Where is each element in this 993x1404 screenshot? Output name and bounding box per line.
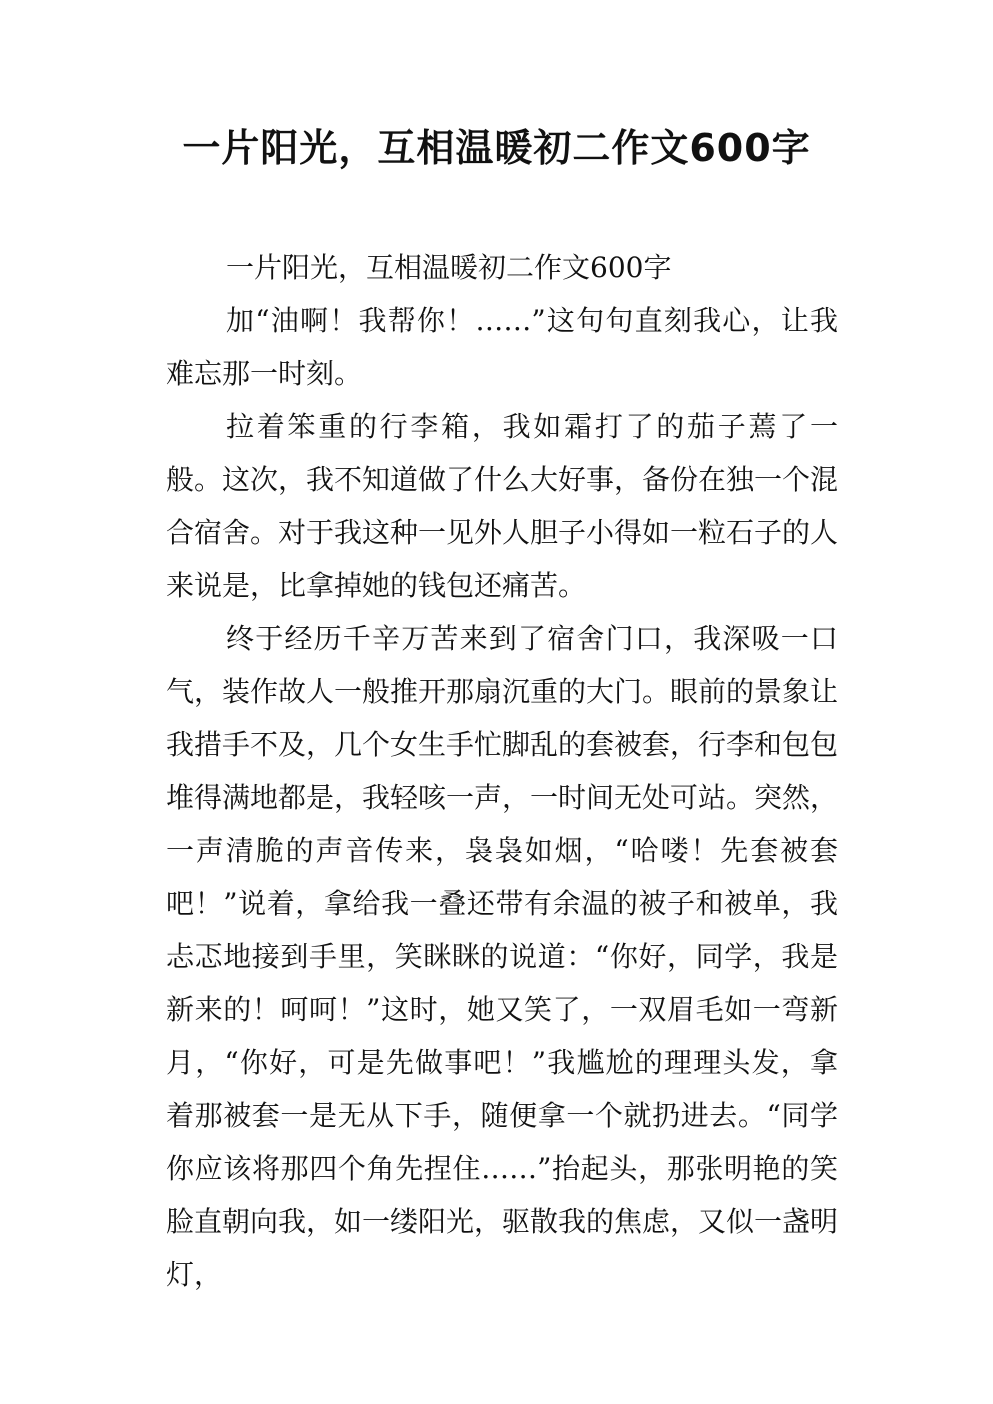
document-title: 一片阳光，互相温暖初二作文600字 xyxy=(182,126,811,170)
document-body xyxy=(166,241,838,1301)
paragraph: 终于经历千辛万苦来到了宿舍门口，我深吸一口气，装作故人一般推开那扇沉重的大门。眼前的景象让我措手不及，几个女生手忙脚乱的套被套，行李和包包堆得满地都是，我轻咳一声，一时间无处可站。突然，一声清脆的声音传来，袅袅如烟，“哈喽！先套被套吧！”说着，拿给我一叠还带有余温的被子和被单，我忐忑地接到手里，笑眯眯的说道：“你好，同学，我是新来的！呵呵！”这时，她又笑了，一双眉毛如一弯新月，“你好，可是先做事吧！”我尴尬的理理头发，拿着那被套一是无从下手，随便拿一个就扔进去。“同学你应该将那四个角先捏住……”抬起头，那张明艳的笑脸直朝向我，如一缕阳光，驱散我的焦虑，又似一盏明灯， xyxy=(166,622,839,1291)
paragraph: 拉着笨重的行李箱，我如霜打了的茄子蔫了一般。这次，我不知道做了什么大好事，备份在独一个混合宿舍。对于我这种一见外人胆子小得如一粒石子的人来说是，比拿掉她的钱包还痛苦。 xyxy=(166,410,839,602)
paragraph-subtitle: 一片阳光，互相温暖初二作文600字 xyxy=(226,251,672,284)
paragraph: 加“油啊！我帮你！……”这句句直刻我心，让我难忘那一时刻。 xyxy=(166,304,838,390)
